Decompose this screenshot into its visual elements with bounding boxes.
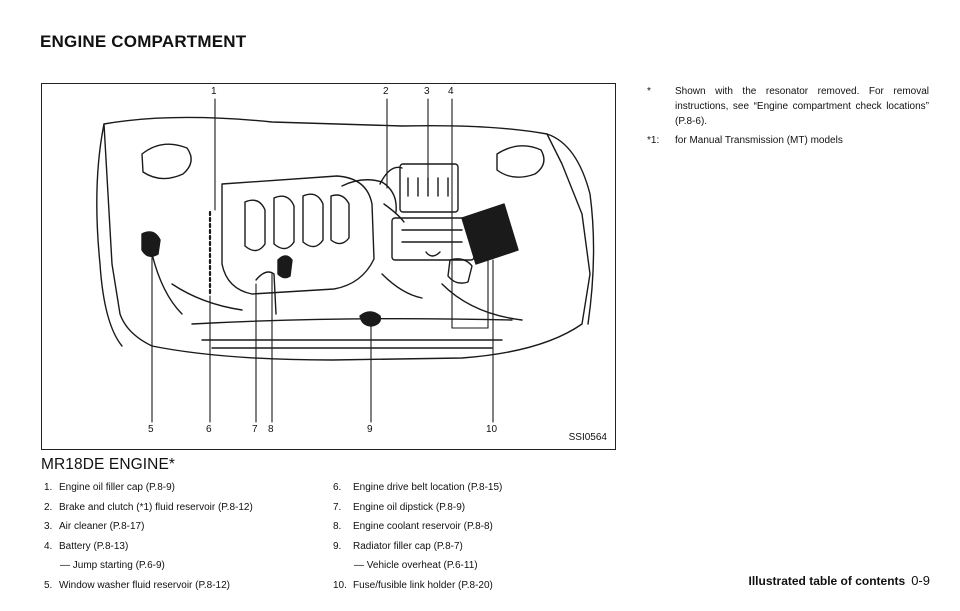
radiator-support <box>192 319 512 324</box>
coolant-reservoir <box>278 256 292 278</box>
engine-compartment-figure <box>41 83 616 450</box>
legend-item: 7. Engine oil dipstick (P.8-9) <box>333 501 466 513</box>
footnote: * Shown with the resonator removed. For removal instructions, see “Engine compartment check locations” (P.8-6). <box>647 86 929 127</box>
legend-item: 1. Engine oil filler cap (P.8-9) <box>44 482 175 493</box>
figure-code: SSI0564 <box>568 432 607 443</box>
washer-reservoir <box>142 232 160 256</box>
battery-fill <box>462 204 518 264</box>
battery-detail <box>402 230 462 256</box>
legend-item: 3. Air cleaner (P.8-17) <box>44 521 145 533</box>
hood-outline <box>104 117 590 360</box>
callout-7: 7 <box>252 424 258 435</box>
legend-item: 4. Battery (P.8-13) <box>44 540 129 552</box>
legend-subitem: — Jump starting (P.6-9) <box>60 560 165 572</box>
legend-item: 10. Fuse/fusible link holder (P.8-20) <box>333 579 493 591</box>
callout-3: 3 <box>424 86 430 97</box>
air-cleaner-slots <box>408 178 448 196</box>
strut-right <box>497 146 544 177</box>
fender-left <box>97 124 122 346</box>
callout-5: 5 <box>148 424 154 435</box>
legend-item: 2. Brake and clutch (*1) fluid reservoir (P.8-12) <box>44 501 253 513</box>
footnotes <box>647 84 929 152</box>
page-footer <box>749 573 930 588</box>
intake-runners <box>245 194 349 250</box>
battery-tray <box>392 218 474 260</box>
legend-right <box>333 478 502 596</box>
footnote: *1: for Manual Transmission (MT) models <box>647 135 843 146</box>
callout-6: 6 <box>206 424 212 435</box>
radiator-filler-cap <box>360 312 380 326</box>
washer-tube <box>152 254 182 314</box>
page-title: ENGINE COMPARTMENT <box>40 32 247 51</box>
callout-1: 1 <box>211 86 217 97</box>
engine-illustration <box>42 84 616 450</box>
callout-10: 10 <box>486 424 498 435</box>
callout-4: 4 <box>448 86 454 97</box>
legend-item: 8. Engine coolant reservoir (P.8-8) <box>333 521 493 533</box>
section-heading: MR18DE ENGINE* <box>41 456 176 473</box>
grille-bars <box>202 340 502 348</box>
page-number: 0-9 <box>911 573 930 588</box>
legend-subitem: — Vehicle overheat (P.6-11) <box>354 560 478 572</box>
callout-8: 8 <box>268 424 274 435</box>
legend-item: 9. Radiator filler cap (P.8-7) <box>333 540 463 552</box>
legend-left <box>44 478 253 596</box>
callout-9: 9 <box>367 424 373 435</box>
legend-item: 5. Window washer fluid reservoir (P.8-12) <box>44 579 230 591</box>
footer-section-title: Illustrated table of contents <box>748 574 906 588</box>
misc-hoses <box>172 274 522 320</box>
legend-item: 6. Engine drive belt location (P.8-15) <box>333 482 503 493</box>
strut-left <box>142 144 191 178</box>
callout-2: 2 <box>383 86 389 97</box>
